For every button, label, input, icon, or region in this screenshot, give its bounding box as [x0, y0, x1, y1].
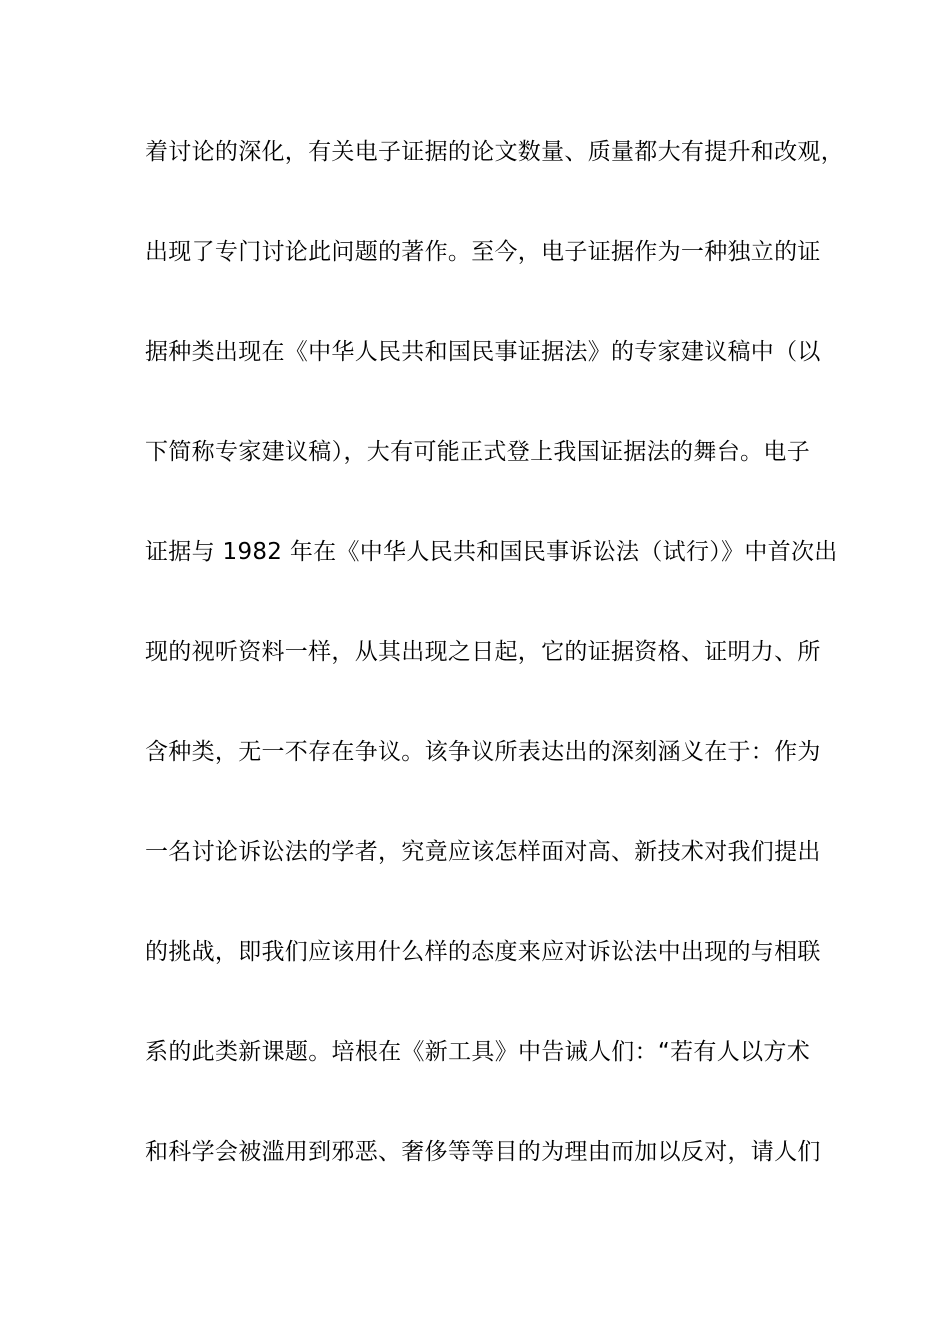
text-line-5: 证据与 1982 年在《中华人民共和国民事诉讼法（试行）》中首次出 — [145, 539, 838, 565]
text-line-9: 的挑战，即我们应该用什么样的态度来应对诉讼法中出现的与相联 — [145, 939, 821, 965]
text-line-3: 据种类出现在《中华人民共和国民事证据法》的专家建议稿中（以 — [145, 339, 821, 365]
text-line-7: 含种类，无一不存在争议。该争议所表达出的深刻涵义在于：作为 — [145, 739, 821, 765]
text-line-10: 系的此类新课题。培根在《新工具》中告诫人们：“若有人以方术 — [145, 1039, 810, 1065]
text-line-2: 出现了专门讨论此问题的著作。至今，电子证据作为一种独立的证 — [145, 239, 821, 265]
text-line-1: 着讨论的深化，有关电子证据的论文数量、质量都大有提升和改观， — [145, 139, 844, 165]
text-line-11: 和科学会被滥用到邪恶、奢侈等等目的为理由而加以反对，请人们 — [145, 1139, 821, 1165]
text-line-4: 下简称专家建议稿），大有可能正式登上我国证据法的舞台。电子 — [145, 439, 810, 465]
text-line-8: 一名讨论诉讼法的学者，究竟应该怎样面对高、新技术对我们提出 — [145, 839, 821, 865]
text-line-6: 现的视听资料一样，从其出现之日起，它的证据资格、证明力、所 — [145, 639, 821, 665]
